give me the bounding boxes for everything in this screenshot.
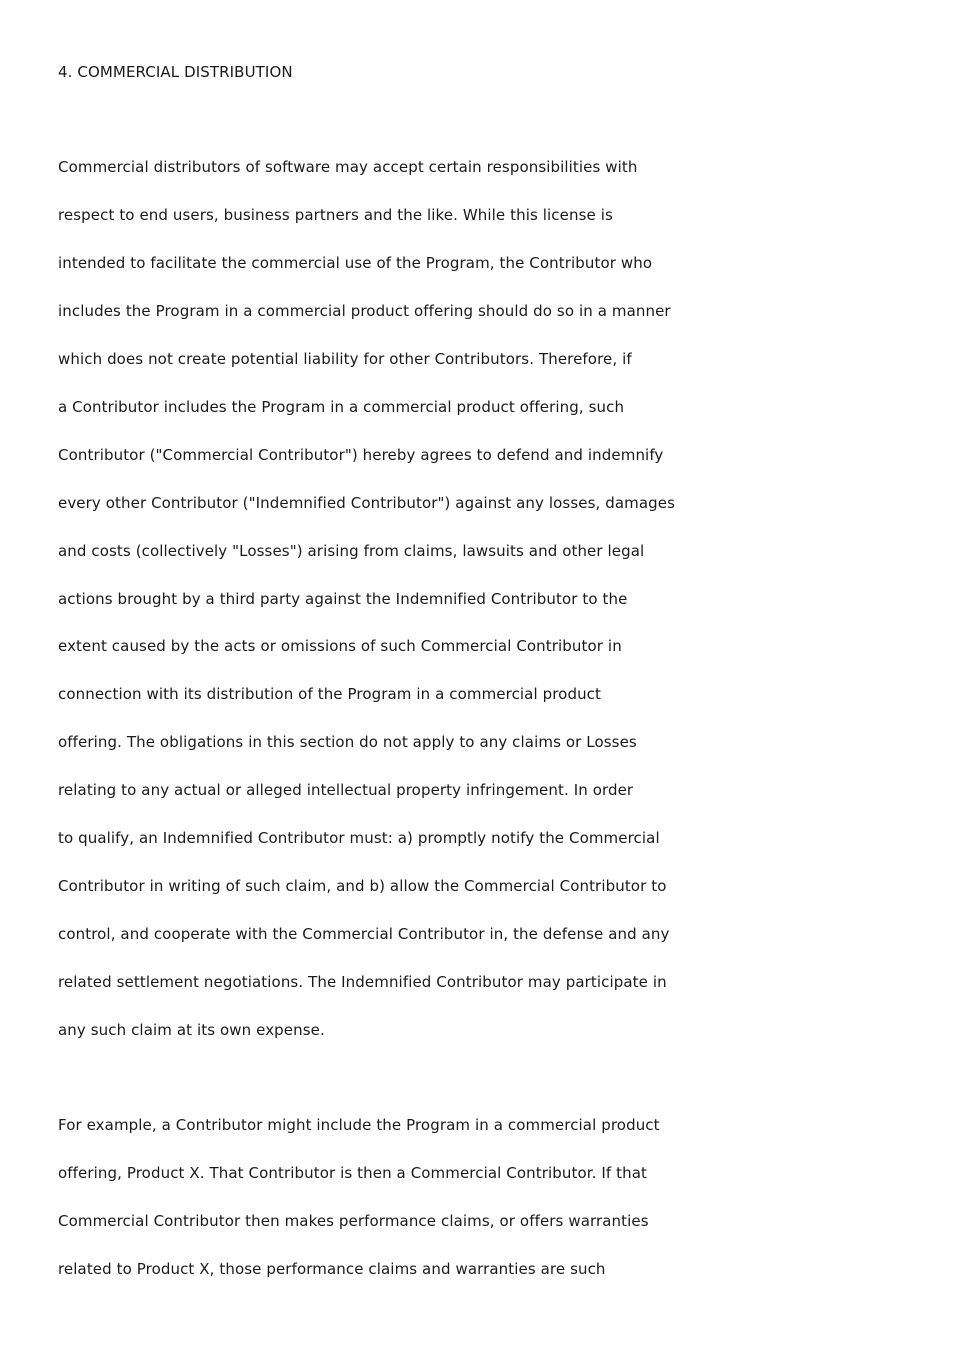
paragraph-1-line-6: a Contributor includes the Program in a commercial product offering, such [58, 398, 625, 416]
paragraph-1-line-1: Commercial distributors of software may accept certain responsibilities with [58, 158, 638, 176]
paragraph-2-line-4: related to Product X, those performance claims and warranties are such [58, 1260, 606, 1278]
paragraph-2-line-1: For example, a Contributor might include the Program in a commercial product [58, 1116, 660, 1134]
paragraph-1-line-11: extent caused by the acts or omissions of such Commercial Contributor in [58, 637, 622, 655]
paragraph-1-line-3: intended to facilitate the commercial use of the Program, the Contributor who [58, 254, 653, 272]
paragraph-1-line-9: and costs (collectively "Losses") arising from claims, lawsuits and other legal [58, 542, 645, 560]
paragraph-1-line-15: to qualify, an Indemnified Contributor must: a) promptly notify the Commercial [58, 829, 660, 847]
paragraph-2-line-2: offering, Product X. That Contributor is then a Commercial Contributor. If that [58, 1164, 648, 1182]
section-heading: 4. COMMERCIAL DISTRIBUTION [58, 63, 293, 81]
paragraph-1-line-14: relating to any actual or alleged intellectual property infringement. In order [58, 781, 634, 799]
paragraph-1-line-12: connection with its distribution of the Program in a commercial product [58, 685, 602, 703]
paragraph-1-line-5: which does not create potential liability for other Contributors. Therefore, if [58, 350, 632, 368]
paragraph-1-line-7: Contributor ("Commercial Contributor") hereby agrees to defend and indemnify [58, 446, 664, 464]
paragraph-1-line-8: every other Contributor ("Indemnified Contributor") against any losses, damages [58, 494, 676, 512]
paragraph-1-line-2: respect to end users, business partners and the like. While this license is [58, 206, 613, 224]
paragraph-1-line-10: actions brought by a third party against the Indemnified Contributor to the [58, 590, 628, 608]
paragraph-1-line-13: offering. The obligations in this section do not apply to any claims or Losses [58, 733, 637, 751]
paragraph-1-line-18: related settlement negotiations. The Indemnified Contributor may participate in [58, 973, 667, 991]
paragraph-1-line-16: Contributor in writing of such claim, and b) allow the Commercial Contributor to [58, 877, 667, 895]
paragraph-1-line-19: any such claim at its own expense. [58, 1021, 325, 1039]
paragraph-1-line-17: control, and cooperate with the Commercial Contributor in, the defense and any [58, 925, 670, 943]
paragraph-1-line-4: includes the Program in a commercial product offering should do so in a manner [58, 302, 671, 320]
paragraph-2-line-3: Commercial Contributor then makes performance claims, or offers warranties [58, 1212, 649, 1230]
